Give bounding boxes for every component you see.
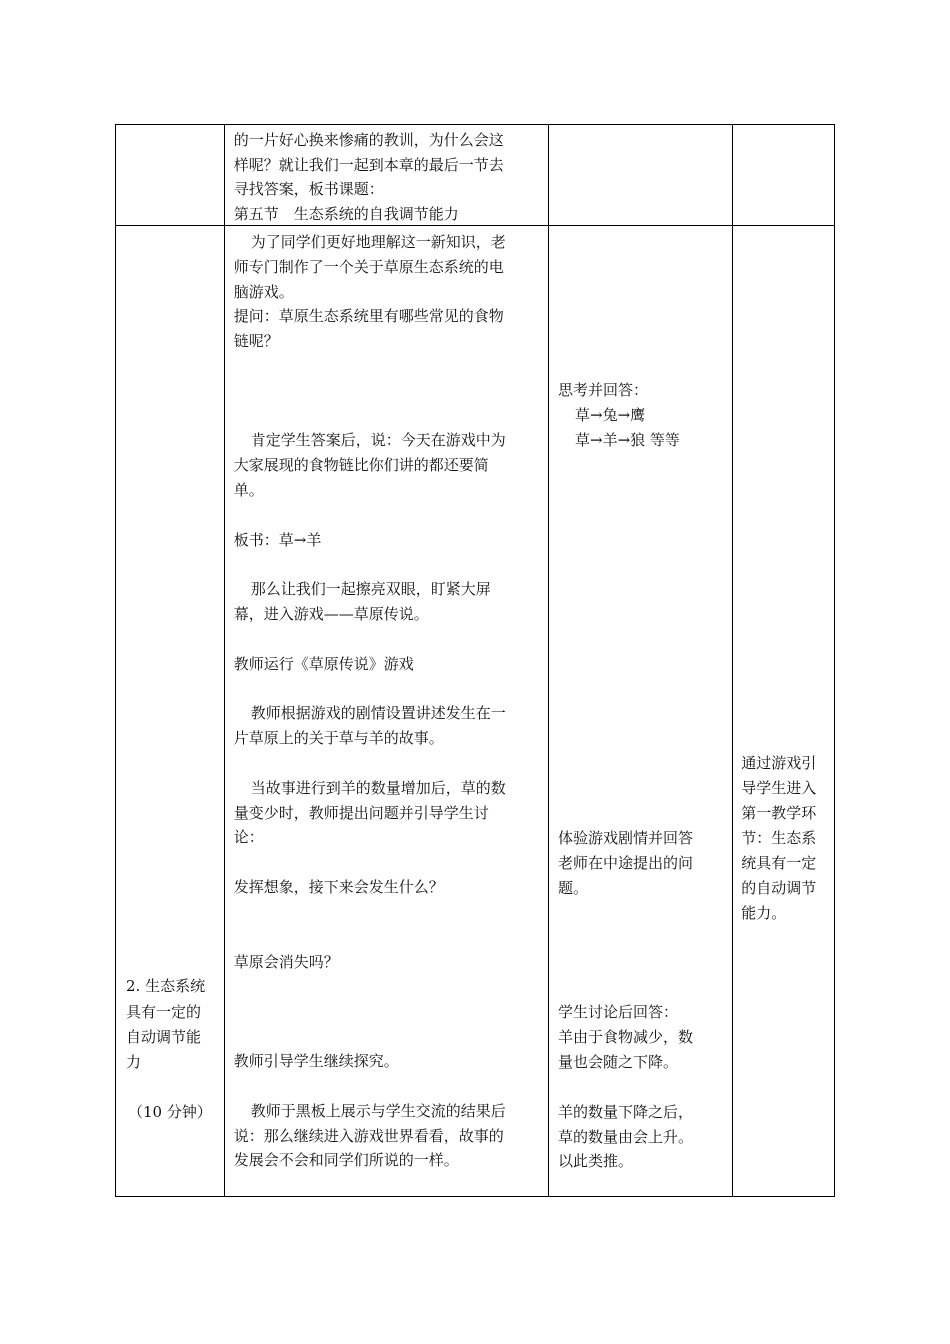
row2-col2-cell <box>224 226 548 1197</box>
table-row <box>116 226 835 1197</box>
text-line: 师专门制作了一个关于草原生态系统的电 <box>233 258 504 276</box>
text-line: 说：那么继续进入游戏世界看看，故事的 <box>233 1127 504 1145</box>
table-row <box>116 125 835 226</box>
answer-line: 羊的数量下降之后， <box>558 1103 694 1121</box>
section-title: 第五节 生态系统的自我调节能力 <box>233 205 459 223</box>
answer-line: 思考并回答： <box>558 381 649 399</box>
text-line: 量变少时，教师提出问题并引导学生讨 <box>233 804 489 822</box>
row2-col4-cell <box>733 226 835 1197</box>
text-line: 草原会消失吗？ <box>233 953 339 971</box>
purpose-line: 的自动调节 <box>741 879 817 897</box>
text-line: 的一片好心换来惨痛的教训，为什么会这 <box>233 131 504 149</box>
row2-col3-cell <box>549 226 733 1197</box>
food-chain-line: 草→羊→狼 等等 <box>575 431 680 449</box>
text-line: 那么让我们一起擦亮双眼，盯紧大屏 <box>250 580 491 598</box>
row1-col1-cell <box>116 125 225 226</box>
text-line: 当故事进行到羊的数量增加后，草的数 <box>250 779 506 797</box>
answer-line: 题。 <box>558 879 589 897</box>
text-line: 发挥想象，接下来会发生什么？ <box>233 878 444 896</box>
answer-line: 学生讨论后回答： <box>558 1003 679 1021</box>
answer-line: 以此类推。 <box>558 1152 634 1170</box>
text-line: 样呢？就让我们一起到本章的最后一节去 <box>233 156 504 174</box>
purpose-line: 第一教学环 <box>741 804 817 822</box>
purpose-line: 导学生进入 <box>741 779 817 797</box>
food-chain-line: 草→兔→鹰 <box>575 406 646 424</box>
text-line: 板书：草→羊 <box>233 531 322 549</box>
topic-line: 力 <box>126 1053 142 1071</box>
text-line: 教师于黑板上展示与学生交流的结果后 <box>250 1102 506 1120</box>
text-line: 幕，进入游戏——草原传说。 <box>233 605 429 623</box>
text-line: 链呢？ <box>233 332 279 350</box>
row1-col3-cell <box>549 125 733 226</box>
answer-line: 量也会随之下降。 <box>558 1053 679 1071</box>
text-line: 为了同学们更好地理解这一新知识，老 <box>250 233 506 251</box>
text-line: 片草原上的关于草与羊的故事。 <box>233 729 444 747</box>
answer-line: 体验游戏剧情并回答 <box>558 829 694 847</box>
text-line: 大家展现的食物链比你们讲的都还要简 <box>233 456 489 474</box>
answer-line: 草的数量由会上升。 <box>558 1128 694 1146</box>
text-line: 单。 <box>233 481 264 499</box>
text-line: 教师运行《草原传说》游戏 <box>233 655 414 673</box>
row1-col2-cell <box>224 125 548 226</box>
topic-line: 自动调节能 <box>126 1028 202 1046</box>
duration-label: （10 分钟） <box>128 1103 212 1121</box>
topic-line: 具有一定的 <box>126 1003 202 1021</box>
text-line: 教师根据游戏的剧情设置讲述发生在一 <box>250 704 506 722</box>
answer-line: 羊由于食物减少，数 <box>558 1028 694 1046</box>
topic-line: 2. 生态系统 <box>126 977 206 995</box>
lesson-plan-table <box>115 124 835 1197</box>
row1-col4-cell <box>733 125 835 226</box>
text-line: 论： <box>233 828 264 846</box>
answer-line: 老师在中途提出的问 <box>558 854 694 872</box>
text-line: 寻找答案，板书课题： <box>233 180 384 198</box>
text-line: 肯定学生答案后，说：今天在游戏中为 <box>250 431 506 449</box>
text-line: 提问：草原生态系统里有哪些常见的食物 <box>233 307 504 325</box>
text-line: 脑游戏。 <box>233 283 294 301</box>
text-line: 教师引导学生继续探究。 <box>233 1052 399 1070</box>
purpose-line: 节：生态系 <box>741 829 817 847</box>
text-line: 发展会不会和同学们所说的一样。 <box>233 1151 459 1169</box>
row2-col1-cell <box>116 226 225 1197</box>
purpose-line: 能力。 <box>741 904 787 922</box>
purpose-line: 统具有一定 <box>741 854 817 872</box>
purpose-line: 通过游戏引 <box>741 754 817 772</box>
